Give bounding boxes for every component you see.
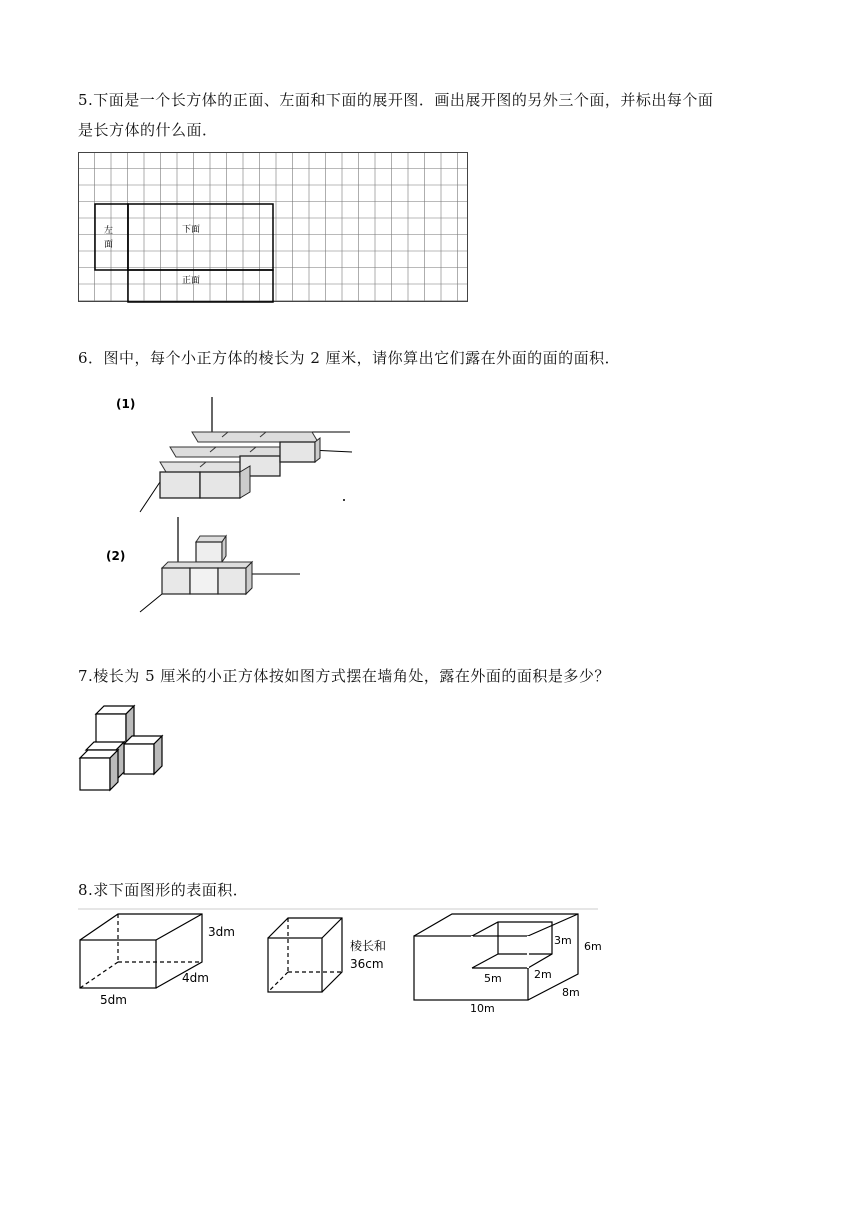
q5-text-line1: 5.下面是一个长方体的正面、左面和下面的展开图．画出展开图的另外三个面，并标出每个面 bbox=[78, 91, 714, 109]
bottom-face bbox=[128, 204, 273, 270]
q7-text: 7.棱长为 5 厘米的小正方体按如图方式摆在墙角处，露在外面的面积是多少？ bbox=[78, 667, 610, 685]
q7-cubes-figure bbox=[78, 702, 168, 794]
q5-grid-figure bbox=[78, 152, 470, 304]
bottom-face-label: 下面 bbox=[182, 225, 201, 235]
stepped-length-label: 10m bbox=[470, 1002, 495, 1015]
stepped-height-label: 6m bbox=[584, 940, 602, 953]
q5-text-line2: 是长方体的什么面． bbox=[78, 121, 218, 139]
q6-figure-2 bbox=[100, 512, 310, 617]
left-face-label-top: 左 bbox=[104, 226, 114, 236]
front-face-label: 正面 bbox=[182, 276, 201, 286]
stepped-solid bbox=[414, 914, 578, 1000]
stepped-step-height-label: 2m bbox=[534, 968, 552, 981]
cube bbox=[268, 918, 342, 992]
q6-text: 6．图中，每个小正方体的棱长为 2 厘米，请你算出它们露在外面的面的面积． bbox=[78, 349, 621, 367]
cube-label-line1: 棱长和 bbox=[350, 939, 387, 953]
left-face bbox=[95, 204, 128, 270]
q6-fig1-label: (1) bbox=[116, 397, 136, 411]
q6-fig2-label: (2) bbox=[106, 549, 126, 563]
stepped-depth-label: 8m bbox=[562, 986, 580, 999]
stepped-step-length-label: 5m bbox=[484, 972, 502, 985]
cuboid-width-label: 4dm bbox=[182, 971, 209, 985]
cuboid-length-label: 5dm bbox=[100, 993, 127, 1007]
cube-label-line2: 36cm bbox=[350, 957, 384, 971]
q8-text: 8.求下面图形的表面积． bbox=[78, 881, 249, 899]
stepped-small-height-label: 3m bbox=[554, 934, 572, 947]
q6-figure-1 bbox=[110, 392, 360, 517]
front-face bbox=[128, 270, 273, 302]
cuboid-height-label: 3dm bbox=[208, 925, 235, 939]
left-face-label-bottom: 面 bbox=[104, 240, 114, 250]
q8-figure bbox=[78, 908, 602, 1018]
